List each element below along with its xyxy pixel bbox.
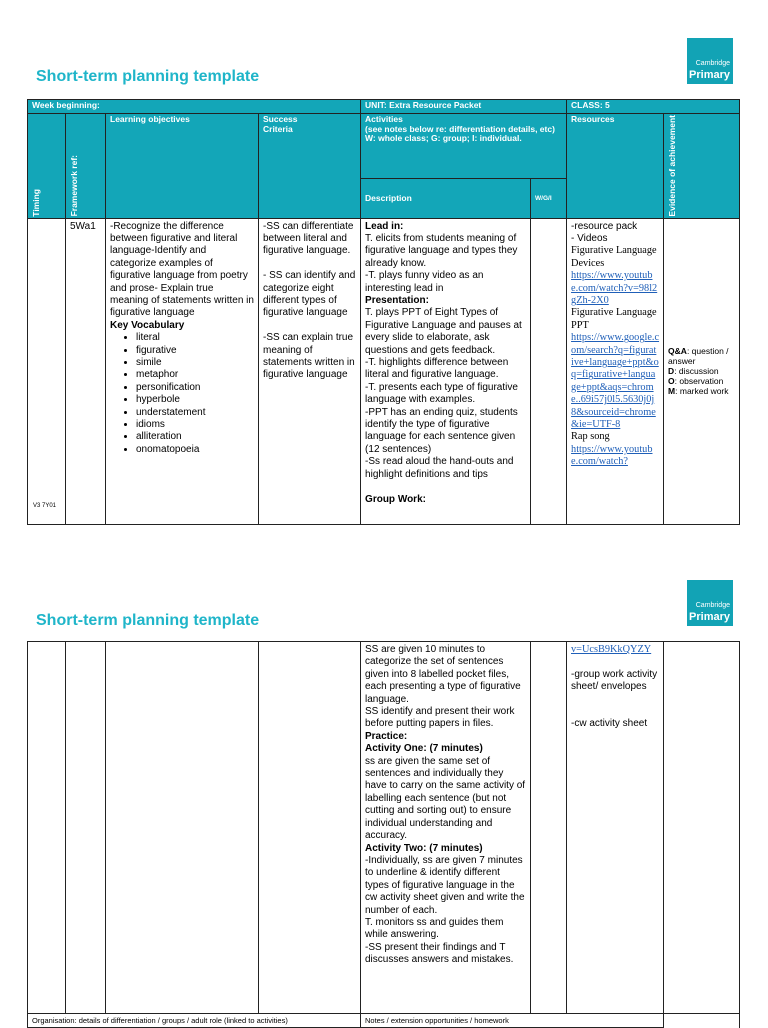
logo-line1: Cambridge xyxy=(695,602,730,609)
list-item: • metaphor xyxy=(136,369,254,381)
list-item: • onomatopoeia xyxy=(136,444,254,456)
empty-cell xyxy=(664,1014,740,1028)
evidence-cell xyxy=(664,642,740,1014)
page-title: Short-term planning template xyxy=(36,612,260,629)
objectives-cell xyxy=(106,642,259,1014)
evidence-cell: Q&A: question / answer D: discussion O: observation M: marked work xyxy=(664,218,740,524)
resources-cell: v=UcsB9KkQYZY -group work activity sheet/ envelopes -cw activity sheet xyxy=(567,642,664,1014)
logo-line1: Cambridge xyxy=(695,60,730,67)
framework-cell xyxy=(66,642,106,1014)
organisation-row xyxy=(28,1014,740,1028)
timing-cell xyxy=(28,642,66,1014)
video-link-rap-song[interactable]: https://www.youtube.com/watch? xyxy=(571,443,653,468)
header-row-top xyxy=(28,100,740,114)
success-header: Success Criteria xyxy=(259,114,361,219)
lead-in-title: Lead in: xyxy=(365,220,404,232)
list-item: • simile xyxy=(136,357,254,369)
video-link-rap-song-continued[interactable]: v=UcsB9KkQYZY xyxy=(571,644,652,655)
lesson-row-continued xyxy=(28,642,740,1014)
objectives-header: Learning objectives xyxy=(106,114,259,219)
vocab-list xyxy=(110,332,254,456)
cambridge-primary-logo xyxy=(687,38,733,84)
cambridge-primary-logo xyxy=(687,580,733,626)
activities-header: Activities (see notes below re: differentiation details, etc) W: whole class; G: group; I: individual. xyxy=(361,114,567,179)
framework-header: Framework ref: xyxy=(66,114,106,219)
timing-cell xyxy=(28,218,66,524)
list-item: • alliteration xyxy=(136,431,254,443)
key-vocab-title: Key Vocabulary xyxy=(110,319,185,331)
search-link-figurative-ppt[interactable]: https://www.google.com/search?q=figurative+language+ppt&oq=figurative+language+ppt&aqs=chrome..69i57j0l5.5630j0j8&sourceid=chrome&ie=UTF-8 xyxy=(571,332,660,431)
class-label: CLASS: 5 xyxy=(567,100,740,114)
header-row-main xyxy=(28,114,740,179)
description-cell: SS are given 10 minutes to categorize the set of sentences given into 8 labelled pocket files, each presenting a type of figurative language. SS identify and present their work before putting papers in files. Practice: Activity One: (7 minutes) ss are given the same set of sentences and individually they have to carry on the same activity of labelling each sentence (but not cutting and sorting out) to ensure individual understanding and accuracy. Activity Two: (7 minutes) -Individually, ss are given 7 minutes to underline & identify different types of figurative language in the cw activity sheet given and write the number of each. T. monitors ss and guides them while answering. -SS present their findings and T discusses answers and mistakes. xyxy=(361,642,531,1014)
list-item: • personification xyxy=(136,382,254,394)
list-item: • figurative xyxy=(136,345,254,357)
video-link-figurative-devices[interactable]: https://www.youtube.com/watch?v=98l2gZh-2X0 xyxy=(571,270,658,307)
planning-table-continued xyxy=(27,641,740,1028)
logo-line2: Primary xyxy=(689,69,730,81)
framework-cell: 5Wa1 xyxy=(66,218,106,524)
description-cell: Lead in: T. elicits from students meaning of figurative language and types they already know. -T. plays funny video as an interesting lead in Presentation: T. plays PPT of Eight Types of Figurative Language and pauses at every slide to elaborate, ask questions and gets feedback. -T. highlights difference between literal and figurative language. -T. presents each type of figurative language with examples. -PPT has an ending quiz, students identify the type of figurative language for each sentence given (12 sentences) -Ss read aloud the hand-outs and highlight definitions and tips Group Work: xyxy=(361,218,531,524)
evidence-header: Evidence of achievement xyxy=(664,114,740,219)
practice-title: Practice: xyxy=(365,730,408,742)
list-item: • understatement xyxy=(136,407,254,419)
list-item: • idioms xyxy=(136,419,254,431)
list-item: • hyperbole xyxy=(136,394,254,406)
week-beginning-label: Week beginning: xyxy=(28,100,361,114)
group-work-title: Group Work: xyxy=(365,493,426,505)
unit-label: UNIT: Extra Resource Packet xyxy=(361,100,567,114)
resources-header: Resources xyxy=(567,114,664,219)
list-item: • literal xyxy=(136,332,254,344)
timing-header: Timing xyxy=(28,114,66,219)
wgi-cell xyxy=(531,218,567,524)
activity-one-title: Activity One: (7 minutes) xyxy=(365,743,483,755)
notes-cell: Notes / extension opportunities / homework xyxy=(361,1014,664,1028)
logo-line2: Primary xyxy=(689,611,730,623)
planning-table xyxy=(27,99,740,525)
lesson-row xyxy=(28,218,740,524)
resources-cell: -resource pack - Videos Figurative Language Devices https://www.youtube.com/watch?v=98l2gZh-2X0 Figurative Language PPT https://www.google.com/search?q=figurative+language+ppt&oq=figurative+language+ppt&aqs=chrome..69i57j0l5.5630j0j8&sourceid=chrome&ie=UTF-8 Rap song https://www.youtube.com/watch? xyxy=(567,218,664,524)
activity-two-title: Activity Two: (7 minutes) xyxy=(365,842,483,854)
objectives-cell: -Recognize the difference between figurative and literal language-Identify and categorize examples of figurative language from poetry and prose- Explain true meaning of statements written in figurative language Key Vocabulary • literal • figurative • simile • metaphor • personification • hyperbole • understatement • idioms • alliteration • onomatopoeia xyxy=(106,218,259,524)
success-cell xyxy=(259,642,361,1014)
wgi-cell xyxy=(531,642,567,1014)
description-header: Description xyxy=(361,179,531,218)
presentation-title: Presentation: xyxy=(365,295,429,307)
success-cell: -SS can differentiate between literal and figurative language. - SS can identify and categorize eight different types of figurative language -SS can explain true meaning of statements written in figurative language xyxy=(259,218,361,524)
wgi-header: W/G/I xyxy=(531,179,567,218)
organisation-cell: Organisation: details of differentiation / groups / adult role (linked to activities) xyxy=(28,1014,361,1028)
page-title: Short-term planning template xyxy=(36,68,260,85)
version-label: V3 7Y01 xyxy=(33,503,57,509)
